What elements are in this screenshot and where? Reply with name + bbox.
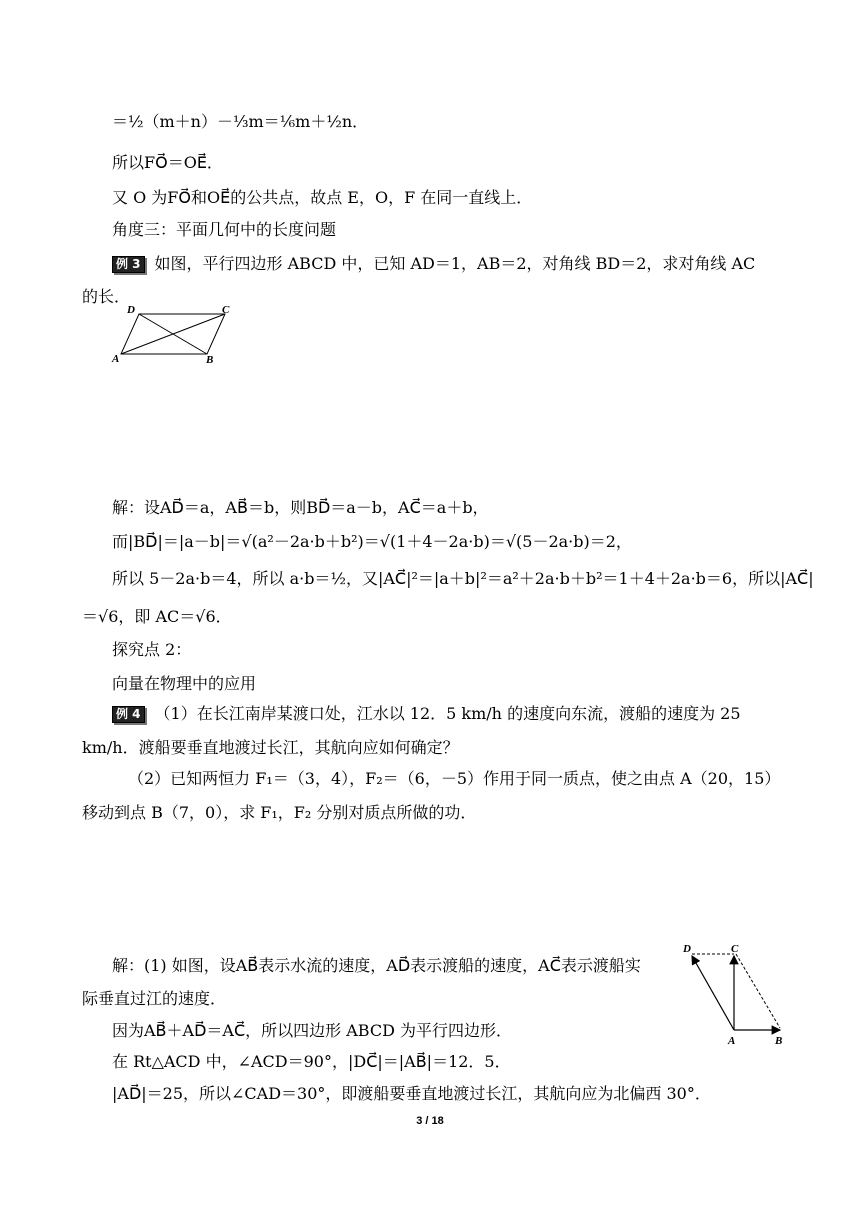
example-4-text: （1）在长江南岸某渡口处，江水以 12．5 km/h 的速度向东流，渡船的速度为 25 xyxy=(154,704,741,723)
example-4-badge: 例 4 xyxy=(112,706,145,723)
example-3-line xyxy=(112,253,755,275)
text-line: 而|BD⃗|＝|a－b|＝√(a²－2a·b＋b²)＝√(1＋4－2a·b)＝√(5－2a·b)＝2， xyxy=(112,532,632,551)
example-3-badge: 例 3 xyxy=(112,256,145,273)
text-line: 又 O 为FO⃗和OE⃗的公共点，故点 E，O，F 在同一直线上． xyxy=(112,188,533,207)
vertex-label-b: B xyxy=(775,1035,783,1047)
vertex-label-a: A xyxy=(728,1035,736,1047)
text-line: km/h．渡船要垂直地渡过长江，其航向应如何确定？ xyxy=(82,738,459,757)
page-number: 3 / 18 xyxy=(416,1115,444,1127)
vertex-label-c: C xyxy=(222,304,230,316)
text-line: 因为AB⃗＋AD⃗＝AC⃗，所以四边形 ABCD 为平行四边形． xyxy=(112,1021,512,1040)
text-line: 所以FO⃗＝OE⃗． xyxy=(112,153,223,172)
text-line: 角度三：平面几何中的长度问题 xyxy=(112,220,337,239)
velocity-parallelogram-figure xyxy=(680,940,790,1048)
example-4-line xyxy=(112,703,741,725)
example-3-text: 如图，平行四边形 ABCD 中，已知 AD＝1，AB＝2，对角线 BD＝2，求对角线 AC xyxy=(154,254,756,273)
vertex-label-a: A xyxy=(112,353,120,365)
text-line: 解：设AD⃗＝a，AB⃗＝b，则BD⃗＝a－b，AC⃗＝a＋b， xyxy=(112,498,489,517)
text-line: 所以 5－2a·b＝4，所以 a·b＝½，又|AC⃗|²＝|a＋b|²＝a²＋2a·b＋b²＝1＋4＋2a·b＝6，所以|AC⃗| xyxy=(112,569,814,588)
vertex-label-d: D xyxy=(683,943,691,955)
text-line: 向量在物理中的应用 xyxy=(112,674,257,693)
text-line: |AD⃗|＝25，所以∠CAD＝30°，即渡船要垂直地渡过长江，其航向应为北偏西 30°． xyxy=(112,1084,711,1103)
text-line: 际垂直过江的速度． xyxy=(82,989,227,1008)
vertex-label-d: D xyxy=(127,304,135,316)
parallelogram-figure xyxy=(108,300,248,370)
text-line: 的长． xyxy=(82,287,131,306)
text-line: 移动到点 B（7，0），求 F₁，F₂ 分别对质点所做的功． xyxy=(82,803,477,822)
text-line: ＝√6，即 AC＝√6． xyxy=(82,607,232,626)
text-line: 在 Rt△ACD 中，∠ACD＝90°，|DC⃗|＝|AB⃗|＝12．5． xyxy=(112,1052,511,1071)
vertex-label-b: B xyxy=(206,354,214,366)
vertex-label-c: C xyxy=(731,943,739,955)
text-line: （2）已知两恒力 F₁＝（3，4），F₂＝（6，－5）作用于同一质点，使之由点 A（20，15） xyxy=(128,769,781,788)
text-line: 解：(1) 如图，设AB⃗表示水流的速度，AD⃗表示渡船的速度，AC⃗表示渡船实 xyxy=(112,956,641,975)
text-line: ＝½（m＋n）－⅓m＝⅙m＋½n． xyxy=(112,112,369,131)
text-line: 探究点 2： xyxy=(112,640,192,659)
